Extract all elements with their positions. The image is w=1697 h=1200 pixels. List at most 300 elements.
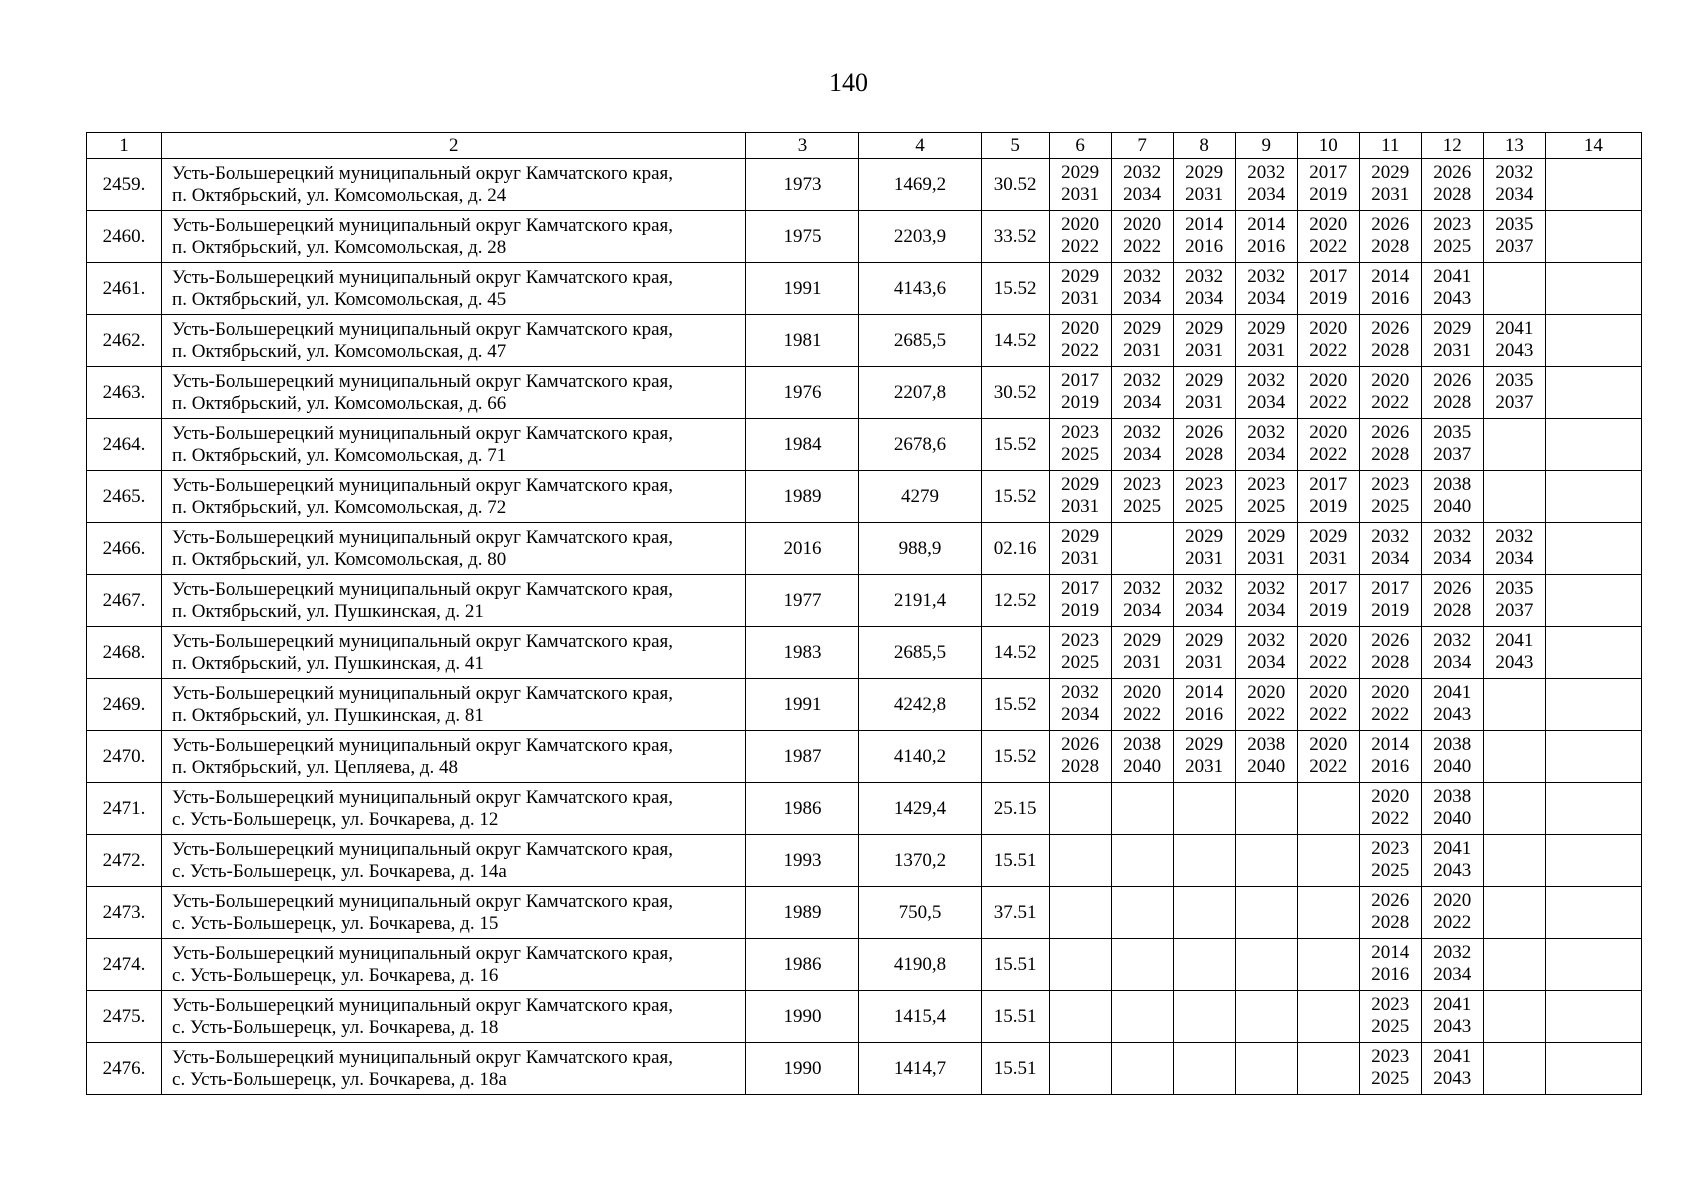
- period-start-year: 2020: [1433, 890, 1472, 911]
- total-area: 4190,8: [859, 939, 981, 991]
- period-cell-col-9: [1235, 679, 1297, 731]
- object-address: [162, 679, 746, 731]
- total-area: 4242,8: [859, 679, 981, 731]
- column-header-1: 1: [87, 133, 162, 159]
- period-start-year: 2020: [1309, 630, 1348, 651]
- row-number: 2469.: [87, 679, 162, 731]
- period-end-year: 2016: [1371, 964, 1410, 985]
- period-cell-col-10: [1297, 471, 1359, 523]
- period-cell-col-6: [1049, 1043, 1111, 1095]
- object-address: [162, 211, 746, 263]
- table-row: [87, 991, 1642, 1043]
- period-cell-col-7: [1111, 575, 1173, 627]
- period-end-year: 2025: [1061, 444, 1100, 465]
- period-start-year: 2035: [1495, 578, 1534, 599]
- row-number: 2473.: [87, 887, 162, 939]
- period-start-year: 2029: [1061, 162, 1100, 183]
- period-start-year: 2029: [1309, 526, 1348, 547]
- period-start-year: 2032: [1123, 578, 1162, 599]
- period-cell-col-11: [1359, 783, 1421, 835]
- period-end-year: 2034: [1123, 392, 1162, 413]
- period-cell-col-13: [1483, 523, 1545, 575]
- address-line-municipality: Усть-Большерецкий муниципальный округ Камчатского края,: [172, 942, 674, 964]
- period-end-year: 2022: [1123, 236, 1162, 257]
- address-line-street: п. Октябрьский, ул. Комсомольская, д. 66: [172, 392, 507, 414]
- period-end-year: 2019: [1061, 600, 1100, 621]
- period-cell-col-7: [1111, 679, 1173, 731]
- construction-year: 1975: [746, 211, 859, 263]
- period-cell-col-7: [1111, 263, 1173, 315]
- period-end-year: 2022: [1309, 704, 1348, 725]
- period-cell-col-11: [1359, 575, 1421, 627]
- table-row: [87, 575, 1642, 627]
- period-cell-col-6: [1049, 991, 1111, 1043]
- period-start-year: 2014: [1185, 682, 1224, 703]
- period-start-year: 2029: [1061, 474, 1100, 495]
- total-area: 4279: [859, 471, 981, 523]
- period-end-year: 2043: [1433, 288, 1472, 309]
- code-value: 33.52: [981, 211, 1049, 263]
- period-cell-col-11: [1359, 419, 1421, 471]
- period-end-year: 2043: [1433, 704, 1472, 725]
- period-end-year: 2016: [1185, 704, 1224, 725]
- column-header-8: 8: [1173, 133, 1235, 159]
- column-header-12: 12: [1421, 133, 1483, 159]
- period-end-year: 2031: [1185, 340, 1224, 361]
- period-end-year: 2043: [1495, 652, 1534, 673]
- total-area: 4140,2: [859, 731, 981, 783]
- period-start-year: 2020: [1371, 786, 1410, 807]
- period-start-year: 2023: [1185, 474, 1224, 495]
- period-cell-col-8: [1173, 679, 1235, 731]
- period-start-year: 2032: [1185, 578, 1224, 599]
- column-header-5: 5: [981, 133, 1049, 159]
- period-end-year: 2019: [1309, 496, 1348, 517]
- period-cell-col-7: [1111, 419, 1173, 471]
- period-start-year: 2026: [1371, 422, 1410, 443]
- period-cell-col-7: [1111, 627, 1173, 679]
- period-end-year: 2025: [1247, 496, 1286, 517]
- period-cell-col-12: [1421, 679, 1483, 731]
- period-cell-col-7: [1111, 991, 1173, 1043]
- period-start-year: 2032: [1247, 266, 1286, 287]
- total-area: 1414,7: [859, 1043, 981, 1095]
- period-cell-col-14: [1545, 211, 1641, 263]
- row-number: 2468.: [87, 627, 162, 679]
- period-start-year: 2020: [1061, 318, 1100, 339]
- period-cell-col-9: [1235, 211, 1297, 263]
- period-end-year: 2025: [1061, 652, 1100, 673]
- total-area: 2685,5: [859, 627, 981, 679]
- period-cell-col-8: [1173, 627, 1235, 679]
- period-start-year: 2035: [1433, 422, 1472, 443]
- period-end-year: 2028: [1185, 444, 1224, 465]
- address-line-street: п. Октябрьский, ул. Комсомольская, д. 24: [172, 184, 507, 206]
- period-start-year: 2020: [1309, 682, 1348, 703]
- period-cell-col-10: [1297, 887, 1359, 939]
- period-cell-col-11: [1359, 211, 1421, 263]
- period-end-year: 2034: [1247, 600, 1286, 621]
- table-row: [87, 939, 1642, 991]
- period-end-year: 2031: [1309, 548, 1348, 569]
- period-cell-col-12: [1421, 575, 1483, 627]
- period-cell-col-13: [1483, 1043, 1545, 1095]
- period-end-year: 2022: [1371, 808, 1410, 829]
- period-cell-col-8: [1173, 523, 1235, 575]
- address-line-municipality: Усть-Большерецкий муниципальный округ Камчатского края,: [172, 630, 674, 652]
- row-number: 2460.: [87, 211, 162, 263]
- period-end-year: 2031: [1185, 756, 1224, 777]
- period-end-year: 2025: [1371, 496, 1410, 517]
- period-start-year: 2032: [1247, 422, 1286, 443]
- period-end-year: 2034: [1123, 444, 1162, 465]
- period-cell-col-13: [1483, 575, 1545, 627]
- period-cell-col-9: [1235, 731, 1297, 783]
- period-start-year: 2026: [1433, 370, 1472, 391]
- period-end-year: 2043: [1433, 860, 1472, 881]
- table-row: [87, 731, 1642, 783]
- page-number: 140: [829, 68, 868, 97]
- period-start-year: 2035: [1495, 214, 1534, 235]
- period-end-year: 2028: [1433, 184, 1472, 205]
- period-cell-col-14: [1545, 315, 1641, 367]
- row-number: 2462.: [87, 315, 162, 367]
- period-end-year: 2031: [1061, 548, 1100, 569]
- period-end-year: 2019: [1309, 288, 1348, 309]
- period-start-year: 2020: [1371, 682, 1410, 703]
- period-end-year: 2028: [1371, 912, 1410, 933]
- period-cell-col-9: [1235, 575, 1297, 627]
- period-start-year: 2032: [1433, 630, 1472, 651]
- period-start-year: 2032: [1123, 422, 1162, 443]
- period-end-year: 2034: [1247, 444, 1286, 465]
- period-cell-col-11: [1359, 367, 1421, 419]
- period-start-year: 2029: [1185, 318, 1224, 339]
- period-start-year: 2029: [1185, 370, 1224, 391]
- period-start-year: 2023: [1371, 1046, 1410, 1067]
- period-start-year: 2038: [1433, 474, 1472, 495]
- period-cell-col-13: [1483, 211, 1545, 263]
- object-address: [162, 783, 746, 835]
- period-cell-col-9: [1235, 783, 1297, 835]
- period-cell-col-10: [1297, 731, 1359, 783]
- construction-year: 1977: [746, 575, 859, 627]
- period-cell-col-11: [1359, 991, 1421, 1043]
- code-value: 15.52: [981, 471, 1049, 523]
- address-line-street: п. Октябрьский, ул. Комсомольская, д. 45: [172, 288, 507, 310]
- period-end-year: 2019: [1309, 184, 1348, 205]
- period-start-year: 2041: [1495, 630, 1534, 651]
- period-start-year: 2029: [1185, 526, 1224, 547]
- period-cell-col-10: [1297, 991, 1359, 1043]
- period-end-year: 2028: [1433, 600, 1472, 621]
- period-cell-col-7: [1111, 211, 1173, 263]
- address-line-municipality: Усть-Большерецкий муниципальный округ Камчатского края,: [172, 578, 674, 600]
- period-cell-col-9: [1235, 939, 1297, 991]
- period-start-year: 2023: [1371, 994, 1410, 1015]
- period-start-year: 2020: [1061, 214, 1100, 235]
- address-line-municipality: Усть-Большерецкий муниципальный округ Камчатского края,: [172, 318, 674, 340]
- period-start-year: 2026: [1433, 162, 1472, 183]
- address-line-street: п. Октябрьский, ул. Цепляева, д. 48: [172, 756, 458, 778]
- period-end-year: 2031: [1247, 548, 1286, 569]
- period-cell-col-6: [1049, 783, 1111, 835]
- period-end-year: 2034: [1495, 184, 1534, 205]
- address-line-municipality: Усть-Большерецкий муниципальный округ Камчатского края,: [172, 162, 674, 184]
- code-value: 15.52: [981, 679, 1049, 731]
- period-cell-col-12: [1421, 211, 1483, 263]
- period-start-year: 2020: [1309, 422, 1348, 443]
- period-cell-col-8: [1173, 471, 1235, 523]
- object-address: [162, 939, 746, 991]
- address-line-street: п. Октябрьский, ул. Пушкинская, д. 21: [172, 600, 484, 622]
- period-start-year: 2023: [1371, 474, 1410, 495]
- period-cell-col-10: [1297, 1043, 1359, 1095]
- total-area: 1429,4: [859, 783, 981, 835]
- period-cell-col-13: [1483, 159, 1545, 211]
- period-cell-col-8: [1173, 835, 1235, 887]
- table-row: [87, 523, 1642, 575]
- period-cell-col-8: [1173, 575, 1235, 627]
- period-start-year: 2026: [1061, 734, 1100, 755]
- address-line-street: с. Усть-Большерецк, ул. Бочкарева, д. 18а: [172, 1068, 507, 1090]
- total-area: 1415,4: [859, 991, 981, 1043]
- object-address: [162, 367, 746, 419]
- period-cell-col-14: [1545, 367, 1641, 419]
- period-cell-col-14: [1545, 523, 1641, 575]
- period-end-year: 2022: [1123, 704, 1162, 725]
- period-end-year: 2034: [1247, 652, 1286, 673]
- object-address: [162, 523, 746, 575]
- period-cell-col-13: [1483, 887, 1545, 939]
- period-cell-col-11: [1359, 939, 1421, 991]
- period-cell-col-6: [1049, 419, 1111, 471]
- period-end-year: 2034: [1371, 548, 1410, 569]
- period-cell-col-14: [1545, 1043, 1641, 1095]
- period-end-year: 2016: [1185, 236, 1224, 257]
- period-start-year: 2032: [1123, 162, 1162, 183]
- address-line-municipality: Усть-Большерецкий муниципальный округ Камчатского края,: [172, 370, 674, 392]
- period-cell-col-10: [1297, 159, 1359, 211]
- construction-year: 1981: [746, 315, 859, 367]
- period-start-year: 2029: [1061, 526, 1100, 547]
- address-line-municipality: Усть-Большерецкий муниципальный округ Камчатского края,: [172, 890, 674, 912]
- table-row: [87, 783, 1642, 835]
- period-start-year: 2032: [1123, 266, 1162, 287]
- period-cell-col-9: [1235, 263, 1297, 315]
- period-end-year: 2040: [1123, 756, 1162, 777]
- construction-year: 1983: [746, 627, 859, 679]
- period-cell-col-12: [1421, 939, 1483, 991]
- period-cell-col-6: [1049, 263, 1111, 315]
- address-line-street: п. Октябрьский, ул. Пушкинская, д. 41: [172, 652, 484, 674]
- column-header-2: 2: [162, 133, 746, 159]
- period-cell-col-7: [1111, 523, 1173, 575]
- column-header-6: 6: [1049, 133, 1111, 159]
- period-start-year: 2029: [1123, 630, 1162, 651]
- code-value: 15.52: [981, 731, 1049, 783]
- period-start-year: 2014: [1247, 214, 1286, 235]
- period-start-year: 2026: [1185, 422, 1224, 443]
- row-number: 2464.: [87, 419, 162, 471]
- period-start-year: 2026: [1433, 578, 1472, 599]
- period-end-year: 2028: [1371, 340, 1410, 361]
- period-cell-col-8: [1173, 887, 1235, 939]
- period-cell-col-8: [1173, 315, 1235, 367]
- period-cell-col-12: [1421, 783, 1483, 835]
- address-line-municipality: Усть-Большерецкий муниципальный округ Камчатского края,: [172, 734, 674, 756]
- code-value: 02.16: [981, 523, 1049, 575]
- period-cell-col-11: [1359, 263, 1421, 315]
- period-end-year: 2022: [1371, 704, 1410, 725]
- period-end-year: 2031: [1185, 652, 1224, 673]
- period-end-year: 2022: [1061, 236, 1100, 257]
- period-end-year: 2025: [1371, 1016, 1410, 1037]
- period-cell-col-12: [1421, 419, 1483, 471]
- period-start-year: 2029: [1247, 318, 1286, 339]
- period-cell-col-9: [1235, 367, 1297, 419]
- period-end-year: 2025: [1433, 236, 1472, 257]
- address-line-municipality: Усть-Большерецкий муниципальный округ Камчатского края,: [172, 474, 674, 496]
- object-address: [162, 991, 746, 1043]
- period-cell-col-7: [1111, 731, 1173, 783]
- construction-year: 1989: [746, 471, 859, 523]
- period-end-year: 2031: [1123, 340, 1162, 361]
- column-number-header-row: [87, 133, 1642, 159]
- period-start-year: 2017: [1061, 578, 1100, 599]
- period-start-year: 2023: [1061, 422, 1100, 443]
- period-start-year: 2032: [1061, 682, 1100, 703]
- period-cell-col-8: [1173, 991, 1235, 1043]
- period-end-year: 2043: [1433, 1016, 1472, 1037]
- period-cell-col-6: [1049, 315, 1111, 367]
- period-cell-col-13: [1483, 315, 1545, 367]
- period-start-year: 2032: [1433, 526, 1472, 547]
- period-start-year: 2032: [1495, 526, 1534, 547]
- period-cell-col-9: [1235, 523, 1297, 575]
- period-end-year: 2022: [1247, 704, 1286, 725]
- total-area: 2207,8: [859, 367, 981, 419]
- period-cell-col-10: [1297, 835, 1359, 887]
- construction-year: 1987: [746, 731, 859, 783]
- period-end-year: 2022: [1309, 444, 1348, 465]
- period-cell-col-14: [1545, 783, 1641, 835]
- period-end-year: 2037: [1433, 444, 1472, 465]
- period-cell-col-9: [1235, 419, 1297, 471]
- column-header-10: 10: [1297, 133, 1359, 159]
- row-number: 2463.: [87, 367, 162, 419]
- table-row: [87, 471, 1642, 523]
- address-line-street: с. Усть-Большерецк, ул. Бочкарева, д. 14а: [172, 860, 507, 882]
- construction-year: 1973: [746, 159, 859, 211]
- period-end-year: 2031: [1061, 288, 1100, 309]
- period-start-year: 2014: [1371, 734, 1410, 755]
- total-area: 2203,9: [859, 211, 981, 263]
- period-cell-col-10: [1297, 627, 1359, 679]
- period-cell-col-7: [1111, 471, 1173, 523]
- table-row: [87, 679, 1642, 731]
- period-end-year: 2025: [1371, 860, 1410, 881]
- period-end-year: 2028: [1371, 444, 1410, 465]
- period-cell-col-6: [1049, 679, 1111, 731]
- period-start-year: 2014: [1185, 214, 1224, 235]
- object-address: [162, 887, 746, 939]
- period-cell-col-7: [1111, 159, 1173, 211]
- period-start-year: 2020: [1247, 682, 1286, 703]
- period-cell-col-7: [1111, 887, 1173, 939]
- period-cell-col-11: [1359, 1043, 1421, 1095]
- column-header-11: 11: [1359, 133, 1421, 159]
- construction-year: 1993: [746, 835, 859, 887]
- period-cell-col-12: [1421, 263, 1483, 315]
- address-line-street: п. Октябрьский, ул. Комсомольская, д. 28: [172, 236, 507, 258]
- period-cell-col-9: [1235, 471, 1297, 523]
- period-cell-col-14: [1545, 835, 1641, 887]
- period-end-year: 2025: [1371, 1068, 1410, 1089]
- period-start-year: 2020: [1309, 214, 1348, 235]
- period-cell-col-8: [1173, 783, 1235, 835]
- period-start-year: 2023: [1433, 214, 1472, 235]
- row-number: 2476.: [87, 1043, 162, 1095]
- period-start-year: 2041: [1495, 318, 1534, 339]
- period-cell-col-6: [1049, 887, 1111, 939]
- period-cell-col-6: [1049, 627, 1111, 679]
- period-end-year: 2034: [1433, 652, 1472, 673]
- period-cell-col-13: [1483, 419, 1545, 471]
- period-cell-col-14: [1545, 991, 1641, 1043]
- period-end-year: 2037: [1495, 392, 1534, 413]
- period-end-year: 2040: [1247, 756, 1286, 777]
- table-row: [87, 887, 1642, 939]
- period-cell-col-9: [1235, 627, 1297, 679]
- period-end-year: 2022: [1309, 236, 1348, 257]
- period-cell-col-13: [1483, 783, 1545, 835]
- period-start-year: 2017: [1371, 578, 1410, 599]
- period-end-year: 2031: [1185, 184, 1224, 205]
- construction-year: 1990: [746, 991, 859, 1043]
- period-cell-col-6: [1049, 211, 1111, 263]
- construction-year: 1984: [746, 419, 859, 471]
- row-number: 2470.: [87, 731, 162, 783]
- column-header-9: 9: [1235, 133, 1297, 159]
- period-start-year: 2029: [1433, 318, 1472, 339]
- period-end-year: 2022: [1309, 392, 1348, 413]
- period-cell-col-12: [1421, 731, 1483, 783]
- object-address: [162, 471, 746, 523]
- period-cell-col-8: [1173, 419, 1235, 471]
- period-end-year: 2019: [1371, 600, 1410, 621]
- period-start-year: 2026: [1371, 630, 1410, 651]
- period-cell-col-7: [1111, 939, 1173, 991]
- period-cell-col-9: [1235, 1043, 1297, 1095]
- period-cell-col-8: [1173, 211, 1235, 263]
- address-line-street: п. Октябрьский, ул. Комсомольская, д. 72: [172, 496, 507, 518]
- period-end-year: 2019: [1309, 600, 1348, 621]
- table-row: [87, 263, 1642, 315]
- total-area: 2685,5: [859, 315, 981, 367]
- period-end-year: 2031: [1371, 184, 1410, 205]
- period-start-year: 2026: [1371, 890, 1410, 911]
- period-cell-col-14: [1545, 575, 1641, 627]
- table-row: [87, 211, 1642, 263]
- period-end-year: 2019: [1061, 392, 1100, 413]
- period-start-year: 2029: [1185, 734, 1224, 755]
- table-body: [87, 159, 1642, 1095]
- period-end-year: 2034: [1061, 704, 1100, 725]
- period-cell-col-6: [1049, 575, 1111, 627]
- period-start-year: 2017: [1309, 474, 1348, 495]
- period-end-year: 2028: [1061, 756, 1100, 777]
